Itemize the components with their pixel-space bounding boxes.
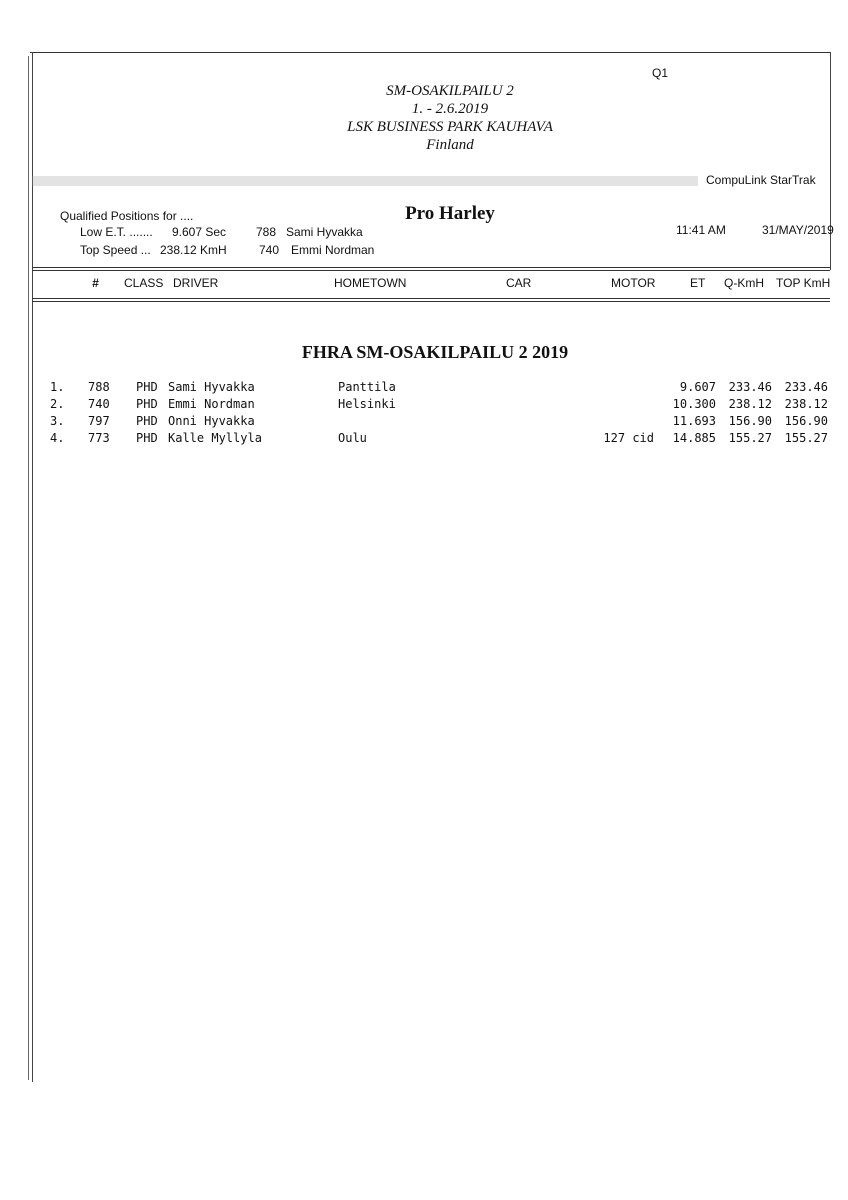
col-header-driver: DRIVER <box>173 276 219 290</box>
top-speed-label: Top Speed ... <box>80 243 151 257</box>
cell-et: 11.693 <box>672 414 716 428</box>
cell-et: 10.300 <box>672 397 716 411</box>
col-header-hometown: HOMETOWN <box>334 276 407 290</box>
cell-num: 740 <box>88 397 110 411</box>
cell-car <box>500 397 600 414</box>
top-frame-line <box>30 52 830 53</box>
low-et-number: 788 <box>256 225 277 239</box>
section-title: FHRA SM-OSAKILPAILU 2 2019 <box>301 342 569 362</box>
cell-driver: Onni Hyvakka <box>168 414 255 428</box>
cell-topkmh: 155.27 <box>784 431 828 445</box>
cell-num: 797 <box>88 414 110 428</box>
cell-hometown: Helsinki <box>338 397 396 411</box>
event-country: Finland <box>426 137 474 153</box>
cell-driver: Sami Hyvakka <box>168 380 255 394</box>
cell-topkmh: 233.46 <box>784 380 828 394</box>
cell-class: PHD <box>136 397 158 411</box>
cell-motor <box>590 380 654 397</box>
dotted-band <box>32 176 698 186</box>
low-et-driver: Sami Hyvakka <box>286 225 363 239</box>
right-frame-line <box>830 52 831 270</box>
cell-num: 788 <box>88 380 110 394</box>
cell-et: 14.885 <box>672 431 716 445</box>
col-header-car: CAR <box>506 276 532 290</box>
col-header-qkmh: Q-KmH <box>724 276 764 290</box>
cell-pos: 4. <box>50 431 65 445</box>
event-dates: 1. - 2.6.2019 <box>411 101 489 117</box>
software-brand: CompuLink StarTrak <box>706 173 816 187</box>
cell-class: PHD <box>136 431 158 445</box>
left-frame-line-outer <box>28 56 29 1080</box>
col-header-topkmh: TOP KmH <box>776 276 831 290</box>
cell-motor <box>590 414 654 431</box>
cell-motor: 127 cid <box>603 431 654 445</box>
col-header-number: # <box>92 276 99 290</box>
header-rule-1 <box>32 267 830 268</box>
cell-pos: 3. <box>50 414 65 428</box>
low-et-label: Low E.T. ....... <box>80 225 153 239</box>
cell-driver: Kalle Myllyla <box>168 431 262 445</box>
print-time: 11:41 AM <box>676 223 726 237</box>
low-et-value: 9.607 Sec <box>172 225 227 239</box>
cell-num: 773 <box>88 431 110 445</box>
col-header-class: CLASS <box>124 276 164 290</box>
cell-qkmh: 238.12 <box>728 397 772 411</box>
left-frame-line <box>32 52 33 1082</box>
cell-qkmh: 155.27 <box>728 431 772 445</box>
top-speed-number: 740 <box>259 243 280 257</box>
category-title: Pro Harley <box>405 203 495 224</box>
cell-class: PHD <box>136 414 158 428</box>
qualified-label: Qualified Positions for .... <box>60 209 194 223</box>
cell-qkmh: 233.46 <box>728 380 772 394</box>
cell-pos: 1. <box>50 380 65 394</box>
cell-car <box>500 414 600 431</box>
header-rule-2 <box>32 270 830 271</box>
cell-hometown: Oulu <box>338 431 367 445</box>
col-header-et: ET <box>690 276 706 290</box>
cell-driver: Emmi Nordman <box>168 397 255 411</box>
cell-topkmh: 238.12 <box>784 397 828 411</box>
page-code: Q1 <box>652 66 669 80</box>
cell-motor <box>590 397 654 414</box>
cell-pos: 2. <box>50 397 65 411</box>
col-header-motor: MOTOR <box>611 276 656 290</box>
top-speed-driver: Emmi Nordman <box>291 243 375 257</box>
cell-qkmh: 156.90 <box>728 414 772 428</box>
cell-hometown: Panttila <box>338 380 396 394</box>
event-venue: LSK BUSINESS PARK KAUHAVA <box>347 119 553 135</box>
header-rule-4 <box>32 301 830 302</box>
header-rule-3 <box>32 298 830 299</box>
cell-car <box>500 431 600 448</box>
event-title: SM-OSAKILPAILU 2 <box>386 83 514 99</box>
cell-class: PHD <box>136 380 158 394</box>
print-date: 31/MAY/2019 <box>762 223 834 237</box>
cell-hometown <box>338 414 488 431</box>
cell-et: 9.607 <box>679 380 716 394</box>
top-speed-value: 238.12 KmH <box>160 243 227 257</box>
cell-topkmh: 156.90 <box>784 414 828 428</box>
cell-car <box>500 380 600 397</box>
